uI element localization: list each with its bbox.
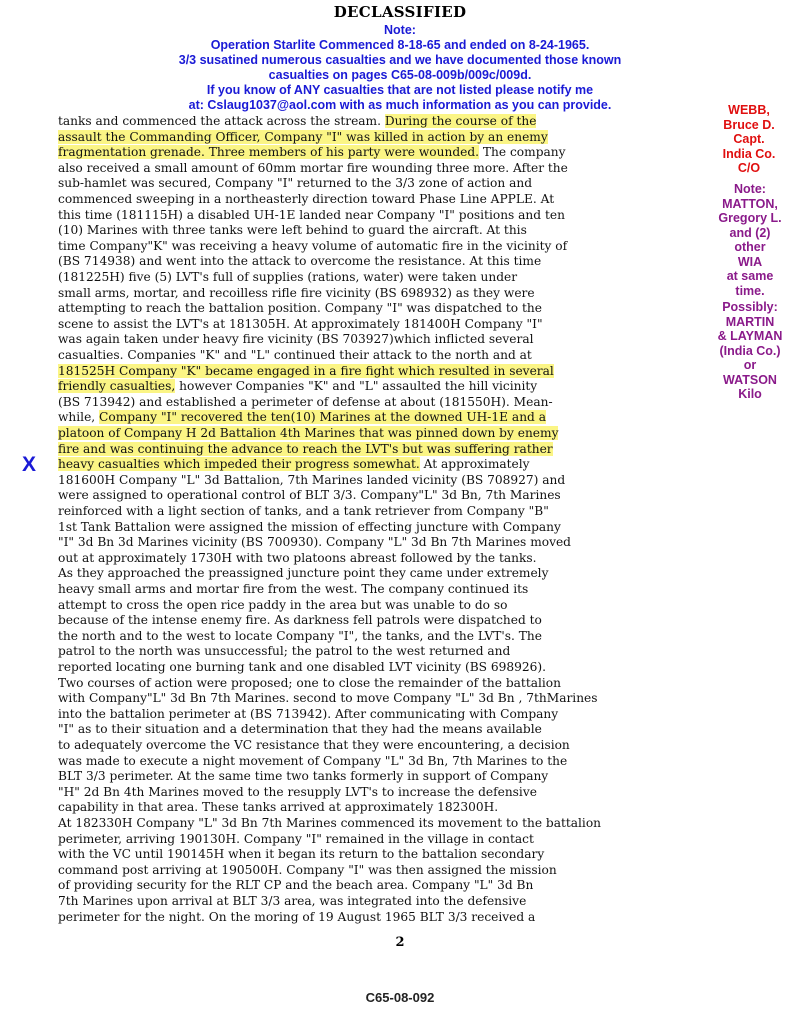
side-note-line: India Co. (722, 146, 776, 161)
body-line-text: this time (181115H) a disabled UH-1E landed near Company "I" positions and ten (58, 207, 565, 222)
body-line-text: to adequately overcome the VC resistance that they were encountering, a decision (58, 738, 570, 752)
body-line-tail: At approximately (419, 457, 530, 472)
side-note-line: Note: (734, 182, 766, 196)
side-note-line: WIA (737, 254, 763, 269)
highlighted-text: 181525H Company "K" became engaged in a fire fight which resulted in several (58, 363, 554, 378)
body-line-text: At 182330H Company "L" 3d Bn 7th Marines commenced its movement to the battalion (58, 816, 602, 830)
body-line-text: (181225H) five (5) LVT's full of supplies (rations, water) were taken under (58, 270, 518, 284)
body-line-tail: however Companies "K" and "L" assaulted the hill vicinity (175, 379, 538, 394)
highlighted-text: Company "I" recovered the ten(10) Marines at the downed UH-1E and a (99, 410, 546, 425)
body-line-text: "H" 2d Bn 4th Marines moved to the resupply LVT's to increase the defensive (58, 784, 537, 799)
side-note-line: and (2) (729, 225, 771, 240)
page-number: 2 (395, 935, 405, 950)
note-line: at: Cslaug1037@aol.com with as much information as you can provide. (188, 98, 612, 112)
note-line: 3/3 susatined numerous casualties and we have documented those known (178, 53, 622, 67)
body-line-text: attempt to cross the open rice paddy in the area but was unable to do so (58, 597, 508, 612)
body-line-text: (BS 713942) and established a perimeter of defense at about (181550H). Mean- (58, 394, 553, 409)
side-note-line: (India Co.) (719, 343, 781, 358)
highlighted-text: assault the Commanding Officer, Company "I" was killed in action by an enemy (58, 129, 548, 144)
side-note-possibly (702, 300, 798, 402)
highlighted-text: platoon of Company H 2d Battalion 4th Marines that was pinned down by enemy (58, 426, 559, 440)
highlighted-text: During the course of the (384, 114, 537, 128)
body-line-text: "I" 3d Bn 3d Marines vicinity (BS 700930). Company "L" 3d Bn 7th Marines moved (58, 535, 571, 550)
side-note-webb (700, 103, 798, 176)
side-note-line: MATTON, (722, 196, 778, 211)
body-line-text: sub-hamlet was secured, Company "I" returned to the 3/3 zone of action and (58, 176, 532, 191)
highlighted-text: fragmentation grenade. Three members of his party were wounded. (58, 145, 480, 160)
body-line-text: (10) Marines with three tanks were left behind to guard the aircraft. At this (58, 223, 527, 238)
body-line-text: perimeter for the night. On the moring of 19 August 1965 BLT 3/3 received a (58, 909, 536, 924)
side-note-line: Capt. (733, 132, 765, 146)
side-note-line: Bruce D. (723, 117, 775, 132)
side-note-line: MARTIN (725, 314, 775, 329)
body-line-text: 1st Tank Battalion were assigned the mission of effecting juncture with Company (58, 519, 561, 534)
note-line: Operation Starlite Commenced 8-18-65 and ended on 8-24-1965. (210, 38, 590, 52)
side-note-matton (702, 182, 798, 298)
body-line-text: were assigned to operational control of BLT 3/3. Company"L" 3d Bn, 7th Marines (58, 488, 561, 503)
highlighted-text: heavy casualties which impeded their progress somewhat. (58, 457, 420, 472)
body-line-text: time Company"K" was receiving a heavy volume of automatic fire in the vicinity of (58, 238, 568, 253)
body-line-text: the north and to the west to locate Company "I", the tanks, and the LVT's. The (58, 628, 542, 643)
note-title: Note: (384, 23, 416, 37)
body-line-text: Two courses of action were proposed; one to close the remainder of the battalion (58, 675, 561, 690)
body-line-text: attempting to reach the battalion position. Company "I" was dispatched to the (58, 301, 542, 316)
body-line-text: was again taken under heavy fire vicinity (BS 703927)which inflicted several (58, 332, 534, 347)
body-line-text: (BS 714938) and went into the attack to overcome the resistance. At this time (58, 254, 542, 269)
side-note-line: & LAYMAN (717, 329, 783, 343)
body-line-text: commenced sweeping in a northeasterly direction toward Phase Line APPLE. At (58, 192, 555, 206)
body-line-text: with the VC until 190145H when it began its return to the battalion secondary (58, 847, 545, 862)
highlighted-text: friendly casualties, (58, 379, 176, 394)
body-line-text: of providing security for the RLT CP and the beach area. Company "L" 3d Bn (58, 878, 534, 893)
side-note-line: C/O (737, 161, 761, 175)
body-line-text: into the battalion perimeter at (BS 713942). After communicating with Company (58, 706, 559, 721)
highlighted-text: fire and was continuing the advance to reach the LVT's but was suffering rather (58, 441, 553, 456)
side-note-line: time. (735, 283, 765, 298)
body-line-tail: The company (479, 145, 566, 160)
body-line-text: small arms, mortar, and recoilless rifle fire vicinity (BS 698932) as they were (58, 285, 535, 300)
body-line-text: reported locating one burning tank and one disabled LVT vicinity (BS 698926). (58, 660, 547, 674)
body-line-text: command post arriving at 190500H. Company "I" was then assigned the mission (58, 862, 557, 877)
side-note-line: WEBB, (728, 103, 770, 117)
body-line-text: was made to execute a night movement of Company "L" 3d Bn, 7th Marines to the (58, 753, 568, 768)
body-line (58, 909, 535, 927)
body-line-text: reinforced with a light section of tanks, and a tank retriever from Company "B" (58, 504, 549, 518)
side-note-line: WATSON (723, 372, 777, 387)
side-note-line: Possibly: (722, 300, 778, 314)
annotation-note (0, 23, 800, 113)
body-line-text: perimeter, arriving 190130H. Company "I" remained in the village in contact (58, 831, 534, 846)
side-note-line: Kilo (738, 387, 762, 401)
body-line-text: while, (58, 410, 100, 425)
body-line-text: casualties. Companies "K" and "L" continued their attack to the north and at (58, 348, 532, 362)
body-line-text: with Company"L" 3d Bn 7th Marines. second to move Company "L" 3d Bn , 7thMarines (58, 691, 598, 706)
body-line-text: out at approximately 1730H with two platoons abreast followed by the tanks. (58, 550, 537, 565)
document-code: C65-08-092 (365, 990, 435, 1005)
body-line-text: also received a small amount of 60mm mortar fire wounding three more. After the (58, 160, 568, 175)
body-line-text: capability in that area. These tanks arrived at approximately 182300H. (58, 800, 499, 815)
side-note-line: at same (726, 269, 774, 283)
body-line-text: 181600H Company "L" 3d Battalion, 7th Marines landed vicinity (BS 708927) and (58, 472, 566, 487)
declassified-stamp: DECLASSIFIED (333, 3, 467, 21)
body-line-text: scene to assist the LVT's at 181305H. At approximately 181400H Company "I" (58, 316, 543, 331)
side-note-line: other (734, 240, 766, 254)
body-line-text: BLT 3/3 perimeter. At the same time two tanks formerly in support of Company (58, 769, 549, 784)
body-line-text: heavy small arms and mortar fire from the west. The company continued its (58, 582, 529, 596)
body-line-text: As they approached the preassigned juncture point they came under extremely (58, 566, 549, 581)
body-line-text: patrol to the north was unsuccessful; the patrol to the west returned and (58, 644, 511, 659)
body-line-text: "I" as to their situation and a determination that they had the means available (58, 722, 542, 737)
side-note-line: or (743, 358, 757, 372)
body-line-text: because of the intense enemy fire. As darkness fell patrols were dispatched to (58, 613, 542, 628)
note-line: If you know of ANY casualties that are not listed please notify me (206, 83, 594, 97)
body-line-text: tanks and commenced the attack across the stream. (58, 114, 385, 128)
x-marker: X (22, 453, 37, 476)
side-note-line: Gregory L. (718, 211, 782, 225)
note-line: casualties on pages C65-08-009b/009c/009d. (268, 68, 532, 82)
body-line-text: 7th Marines upon arrival at BLT 3/3 area, was integrated into the defensive (58, 894, 527, 908)
